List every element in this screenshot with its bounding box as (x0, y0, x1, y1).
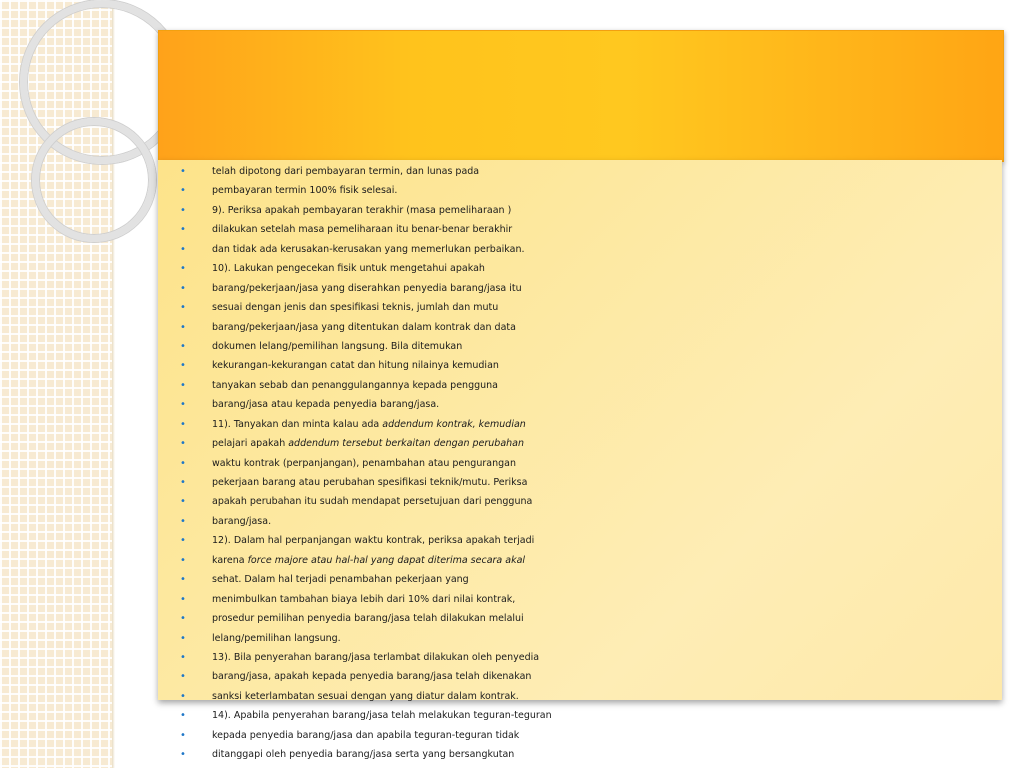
bullet-item (180, 395, 552, 414)
bullet-text: ditanggapi oleh penyedia barang/jasa serta yang bersangkutan (212, 749, 515, 761)
bullet-item (180, 570, 552, 589)
bullet-item (180, 726, 552, 745)
bullet-text: sesuai dengan jenis dan spesifikasi teknis, jumlah dan mutu (212, 302, 499, 314)
bullet-item (180, 220, 552, 239)
bullet-text: sanksi keterlambatan sesuai dengan yang diatur dalam kontrak. (212, 690, 519, 702)
bullet-item (180, 454, 552, 473)
bullet-text-italic: addendum kontrak, kemudian (382, 418, 526, 430)
bullet-item (180, 551, 552, 570)
bullet-text: dilakukan setelah masa pemeliharaan itu benar-benar berakhir (212, 224, 513, 236)
bullet-text: 9). Periksa apakah pembayaran terakhir (masa pemeliharaan ) (212, 204, 512, 216)
bullet-item (180, 512, 552, 531)
bullet-item (180, 745, 552, 764)
bullet-item (180, 240, 552, 259)
bullet-text: dokumen lelang/pemilihan langsung. Bila ditemukan (212, 340, 463, 352)
bullet-text: barang/pekerjaan/jasa yang ditentukan dalam kontrak dan data (212, 321, 516, 333)
bullet-item (180, 434, 552, 453)
bullet-text: 11). Tanyakan dan minta kalau ada (212, 418, 383, 430)
bullet-item (180, 298, 552, 317)
bullet-item (180, 687, 552, 706)
bullet-text: barang/jasa, apakah kepada penyedia barang/jasa telah dikenakan (212, 671, 532, 683)
bullet-text: lelang/pemilihan langsung. (212, 632, 341, 644)
bullet-item (180, 201, 552, 220)
bullet-text: apakah perubahan itu sudah mendapat persetujuan dari pengguna (212, 496, 533, 508)
bullet-text: telah dipotong dari pembayaran termin, dan lunas pada (212, 166, 480, 177)
bullet-text: dan tidak ada kerusakan-kerusakan yang memerlukan perbaikan. (212, 243, 525, 255)
bullet-text: sehat. Dalam hal terjadi penambahan pekerjaan yang (212, 574, 469, 586)
bullet-text: menimbulkan tambahan biaya lebih dari 10% dari nilai kontrak, (212, 593, 516, 605)
bullet-text: barang/jasa. (212, 515, 272, 527)
bullet-item (180, 181, 552, 200)
bullet-text: 14). Apabila penyerahan barang/jasa telah melakukan teguran-teguran (212, 710, 552, 722)
bullet-item (180, 376, 552, 395)
bullet-text: kekurangan-kekurangan catat dan hitung nilainya kemudian (212, 360, 499, 372)
decorative-ring (32, 118, 156, 242)
bullet-item (180, 259, 552, 278)
bullet-text: waktu kontrak (perpanjangan), penambahan atau pengurangan (212, 457, 516, 469)
bullet-text: barang/pekerjaan/jasa yang diserahkan penyedia barang/jasa itu (212, 282, 522, 294)
bullet-text: 13). Bila penyerahan barang/jasa terlambat dilakukan oleh penyedia (212, 651, 540, 663)
bullet-text: pekerjaan barang atau perubahan spesifikasi teknik/mutu. Periksa (212, 477, 528, 488)
title-banner (158, 30, 1004, 162)
bullet-item (180, 648, 552, 667)
bullet-item (180, 706, 552, 725)
bullet-text-italic: addendum tersebut berkaitan dengan perubahan (288, 438, 525, 450)
bullet-text: 10). Lakukan pengecekan fisik untuk mengetahui apakah (212, 263, 485, 275)
bullet-item (180, 162, 552, 181)
bullet-text: tanyakan sebab dan penanggulangannya kepada pengguna (212, 379, 499, 391)
bullet-item (180, 629, 552, 648)
bullet-item (180, 667, 552, 686)
bullet-text: pembayaran termin 100% fisik selesai. (212, 185, 398, 197)
bullet-item (180, 279, 552, 298)
bullet-text: pelajari apakah (212, 438, 289, 450)
bullet-item (180, 356, 552, 375)
bullet-item (180, 318, 552, 337)
bullet-list (180, 162, 552, 765)
bullet-text-italic: force majore atau hal-hal yang dapat diterima secara akal (247, 554, 526, 566)
bullet-text: prosedur pemilihan penyedia barang/jasa telah dilakukan melalui (212, 613, 524, 625)
bullet-item (180, 415, 552, 434)
bullet-text: 12). Dalam hal perpanjangan waktu kontrak, periksa apakah terjadi (212, 535, 535, 547)
bullet-text: kepada penyedia barang/jasa dan apabila teguran-teguran tidak (212, 729, 520, 741)
bullet-text: karena (212, 554, 248, 566)
bullet-item (180, 473, 552, 492)
bullet-item (180, 492, 552, 511)
bullet-item (180, 337, 552, 356)
bullet-text: barang/jasa atau kepada penyedia barang/jasa. (212, 399, 440, 411)
bullet-item (180, 609, 552, 628)
bullet-item (180, 531, 552, 550)
bullet-item (180, 590, 552, 609)
